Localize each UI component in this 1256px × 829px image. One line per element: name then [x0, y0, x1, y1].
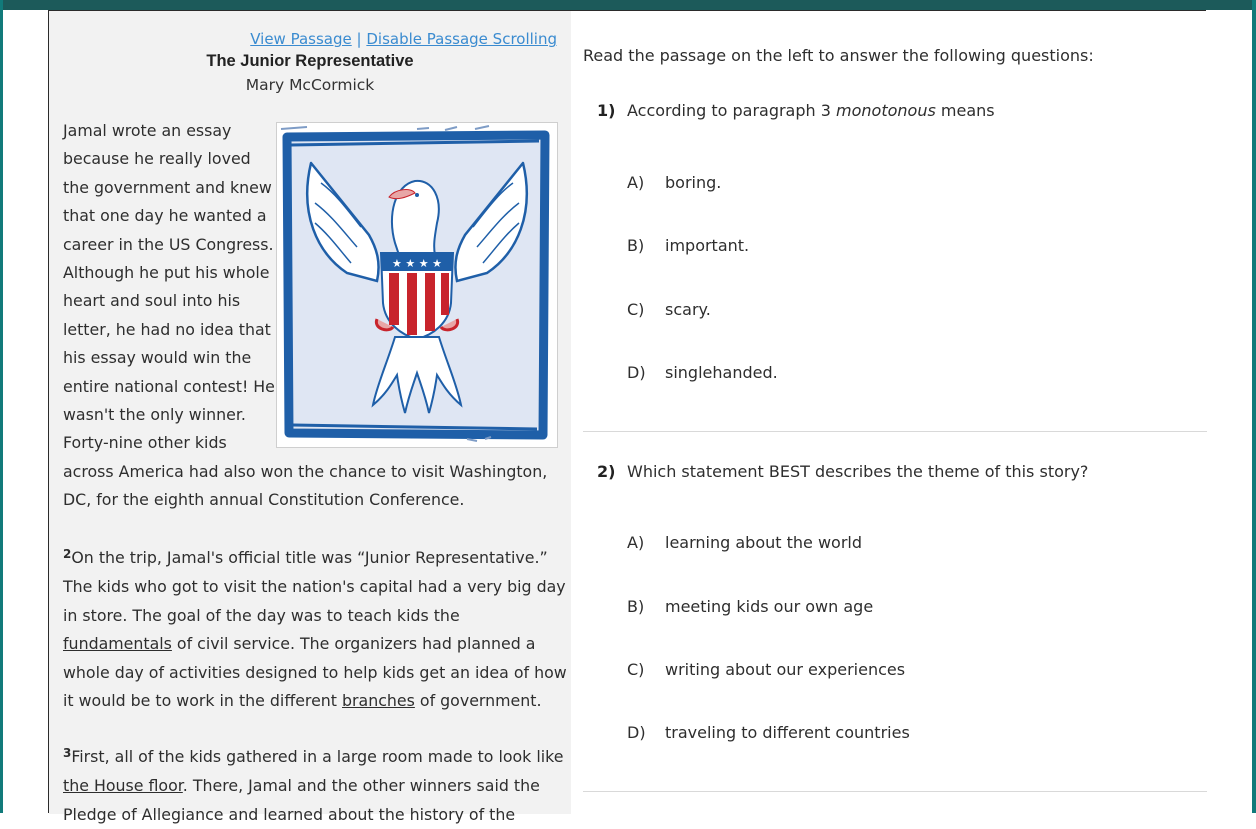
q1-option-d[interactable] — [627, 363, 778, 382]
option-text: scary. — [665, 300, 711, 319]
question-1-text — [627, 101, 995, 120]
option-letter: A) — [627, 173, 645, 192]
paragraph-number: 3 — [63, 746, 72, 760]
passage-line: letter, he had no idea that — [63, 319, 271, 339]
passage-line: whole day of activities designed to help kids get an idea of how — [63, 662, 567, 682]
page-left-border — [0, 0, 3, 813]
passage-line — [63, 772, 563, 800]
passage-text: . There, Jamal and the other winners said the — [182, 776, 540, 796]
q1-option-c[interactable] — [627, 300, 711, 319]
option-letter: B) — [627, 597, 645, 616]
passage-line — [63, 544, 567, 573]
vocab-branches: branches — [342, 691, 415, 711]
question-text: means — [935, 101, 995, 120]
passage-line: career in the US Congress. — [63, 234, 274, 254]
passage-text: of civil service. The organizers had planned a — [171, 634, 536, 654]
paragraph-number: 2 — [63, 547, 72, 561]
instructions: Read the passage on the left to answer the following questions: — [583, 46, 1094, 65]
passage-paragraph-2 — [63, 544, 567, 715]
window-top-border — [0, 0, 1256, 10]
view-passage-link[interactable]: View Passage — [250, 30, 352, 48]
svg-text:★ ★ ★ ★: ★ ★ ★ ★ — [392, 257, 442, 270]
passage-line: Jamal wrote an essay — [63, 121, 232, 140]
passage-line: heart and soul into his — [63, 291, 241, 311]
q1-option-b[interactable] — [627, 236, 749, 255]
q1-option-a[interactable] — [627, 173, 721, 192]
question-divider — [583, 431, 1207, 432]
passage-line: Although he put his whole — [63, 263, 270, 283]
option-text: boring. — [665, 173, 722, 192]
passage-line: the government and knew — [63, 177, 272, 197]
option-text: learning about the world — [665, 533, 863, 552]
option-letter: D) — [627, 723, 646, 742]
passage-line: entire national contest! He — [63, 376, 275, 396]
passage-line: that one day he wanted a — [63, 206, 267, 226]
passage-line: his essay would win the — [63, 348, 252, 368]
option-text: important. — [665, 236, 750, 255]
passage-text: On the trip, Jamal's official title was “Junior Representative.” — [71, 548, 548, 567]
disable-passage-scrolling-link[interactable]: Disable Passage Scrolling — [366, 30, 557, 48]
passage-text: of government. — [414, 691, 542, 711]
questions-panel[interactable] — [571, 11, 1207, 814]
test-frame — [48, 10, 1206, 824]
passage-line: Forty-nine other kids — [63, 433, 227, 453]
option-letter: C) — [627, 660, 645, 679]
passage-line: because he really loved — [63, 149, 251, 169]
passage-title: The Junior Representative — [206, 52, 414, 70]
option-letter: A) — [627, 533, 645, 552]
question-divider — [583, 791, 1207, 792]
passage-line — [63, 687, 567, 715]
passage-line: DC, for the eighth annual Constitution Conference. — [63, 490, 465, 510]
passage-panel[interactable] — [49, 11, 571, 824]
q2-option-d[interactable] — [627, 723, 910, 742]
option-text: meeting kids our own age — [665, 597, 874, 616]
option-letter: C) — [627, 300, 645, 319]
question-1-number: 1) — [597, 101, 616, 120]
passage-author: Mary McCormick — [245, 76, 375, 94]
passage-line: The kids who got to visit the nation's capital had a very big day — [63, 577, 566, 597]
q2-option-c[interactable] — [627, 660, 905, 679]
passage-paragraph-3 — [63, 743, 563, 829]
link-separator: | — [356, 30, 362, 48]
passage-paragraph-1 — [63, 117, 547, 515]
passage-links — [250, 30, 557, 48]
passage-text: First, all of the kids gathered in a large room made to look like — [71, 747, 564, 766]
vocab-fundamentals: fundamentals — [63, 634, 172, 654]
option-text: writing about our experiences — [665, 660, 906, 679]
option-text: singlehanded. — [665, 363, 778, 382]
passage-line: wasn't the only winner. — [63, 405, 246, 425]
vocab-house-floor: the House floor — [63, 776, 183, 796]
question-2-text: Which statement BEST describes the theme of this story? — [627, 462, 1089, 481]
q2-option-a[interactable] — [627, 533, 862, 552]
option-letter: B) — [627, 236, 645, 255]
passage-text: it would be to work in the different — [63, 691, 343, 711]
question-text: According to paragraph 3 — [627, 101, 837, 120]
question-2-number: 2) — [597, 462, 616, 481]
question-keyword: monotonous — [836, 101, 936, 120]
option-text: traveling to different countries — [665, 723, 910, 742]
option-letter: D) — [627, 363, 646, 382]
passage-line — [63, 743, 563, 772]
passage-line: Pledge of Allegiance and learned about the history of the — [63, 804, 516, 824]
page-right-border — [1252, 0, 1256, 813]
passage-line: in store. The goal of the day was to teach kids the — [63, 605, 460, 625]
passage-line: across America had also won the chance to visit Washington, — [63, 461, 548, 481]
passage-line — [63, 630, 567, 658]
q2-option-b[interactable] — [627, 597, 873, 616]
